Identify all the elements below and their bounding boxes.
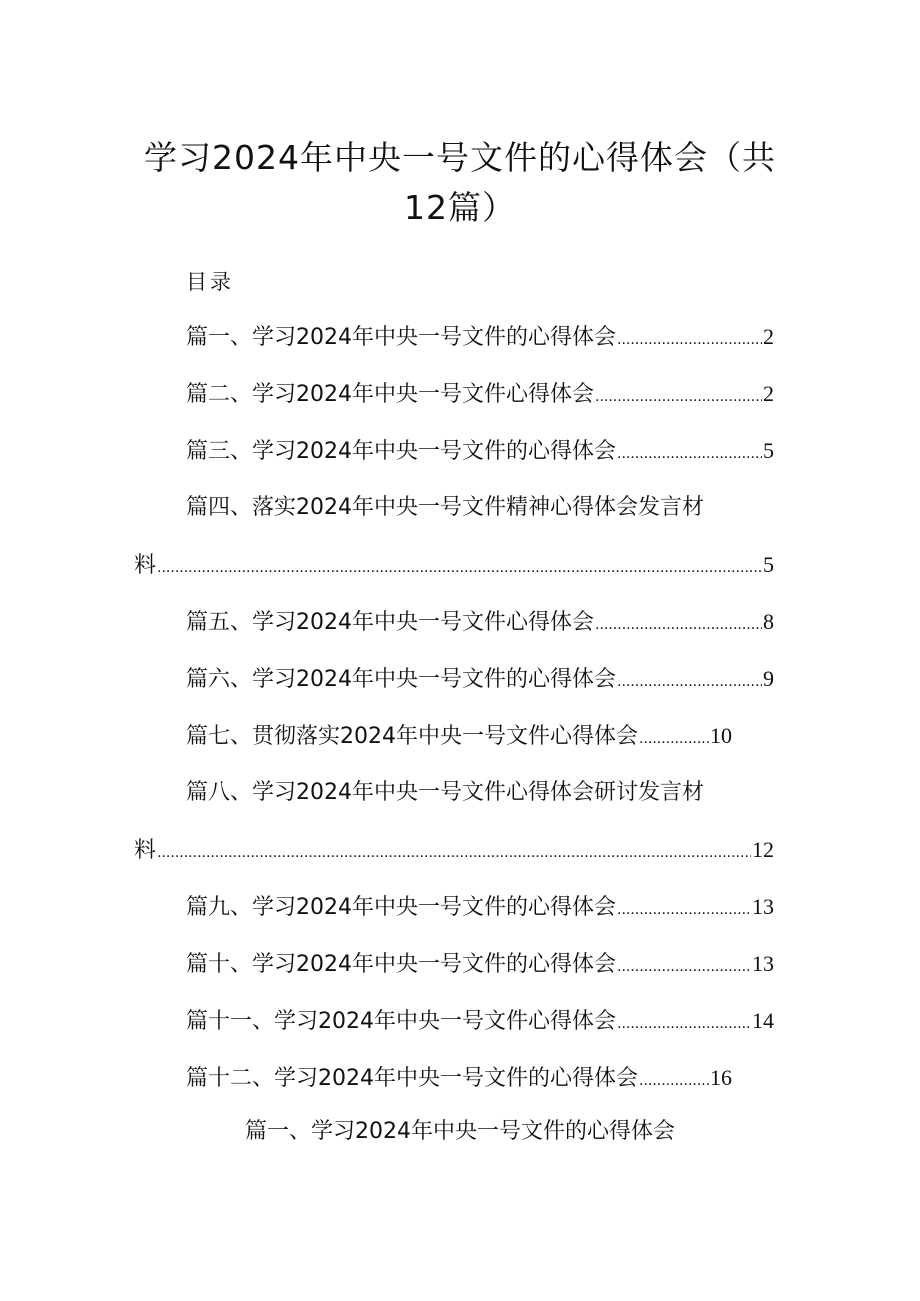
toc-entry-text: 篇七、贯彻落实2024年中央一号文件心得体会 (186, 724, 638, 749)
toc-entry-text: 篇九、学习2024年中央一号文件的心得体会 (186, 895, 616, 920)
document-title-line-1: 学习2024年中央一号文件的心得体会（共 (144, 138, 776, 177)
toc-entry-text: 篇十二、学习2024年中央一号文件的心得体会 (186, 1066, 638, 1091)
toc-entry-continuation[interactable] (134, 834, 774, 869)
toc-entry[interactable] (186, 321, 774, 356)
toc-entry[interactable] (186, 435, 774, 470)
toc-leader-dots (639, 723, 709, 755)
toc-entry[interactable] (186, 1005, 774, 1040)
toc-entry[interactable] (186, 891, 774, 926)
toc-page-number: 2 (763, 381, 774, 406)
toc-page-number: 9 (763, 666, 774, 691)
toc-entry[interactable] (186, 948, 774, 983)
toc-entry[interactable] (186, 720, 732, 755)
toc-entry-text: 篇八、学习2024年中央一号文件心得体会研讨发言材 (186, 780, 704, 805)
toc-page-number: 5 (763, 438, 774, 463)
toc-entry-text: 料 (134, 838, 157, 863)
toc-leader-dots (595, 381, 762, 413)
toc-page-number: 13 (752, 951, 774, 976)
toc-leader-dots (639, 1065, 709, 1097)
toc-entry-text: 料 (134, 553, 157, 578)
toc-entry[interactable] (186, 378, 774, 413)
toc-page-number: 8 (763, 609, 774, 634)
toc-entry-text: 篇五、学习2024年中央一号文件心得体会 (186, 610, 594, 635)
toc-entry-text: 篇六、学习2024年中央一号文件的心得体会 (186, 667, 616, 692)
toc-leader-dots (617, 438, 762, 470)
toc-entry[interactable] (186, 663, 774, 698)
toc-leader-dots (617, 1008, 751, 1040)
toc-entry-text: 篇十一、学习2024年中央一号文件心得体会 (186, 1009, 616, 1034)
toc-entry[interactable] (186, 777, 774, 809)
toc-leader-dots (617, 666, 762, 698)
toc-page-number: 12 (752, 837, 774, 862)
toc-entry-text: 篇一、学习2024年中央一号文件的心得体会 (186, 325, 616, 350)
toc-entry-text: 篇三、学习2024年中央一号文件的心得体会 (186, 439, 616, 464)
toc-leader-dots (595, 609, 762, 641)
toc-page-number: 14 (752, 1008, 774, 1033)
toc-entry-text: 篇二、学习2024年中央一号文件心得体会 (186, 382, 594, 407)
toc-entry-text: 篇十、学习2024年中央一号文件的心得体会 (186, 952, 616, 977)
toc-page-number: 13 (752, 894, 774, 919)
toc-page-number: 16 (710, 1065, 732, 1090)
toc-entry-continuation[interactable] (134, 549, 774, 584)
document-title-line-2: 12篇） (404, 188, 516, 227)
toc-entry[interactable] (186, 492, 774, 524)
toc-entry[interactable] (186, 606, 774, 641)
toc-leader-dots (617, 951, 751, 983)
toc-page-number: 5 (763, 552, 774, 577)
toc-page-number: 10 (710, 723, 732, 748)
section-heading: 篇一、学习2024年中央一号文件的心得体会 (245, 1119, 675, 1144)
toc-leader-dots (617, 324, 762, 356)
toc-entry[interactable] (186, 1062, 732, 1097)
toc-page-number: 2 (763, 324, 774, 349)
toc-leader-dots (617, 894, 751, 926)
toc-entry-text: 篇四、落实2024年中央一号文件精神心得体会发言材 (186, 495, 704, 520)
toc-label: 目录 (186, 270, 234, 294)
toc-leader-dots (157, 552, 762, 584)
toc-leader-dots (157, 837, 751, 869)
